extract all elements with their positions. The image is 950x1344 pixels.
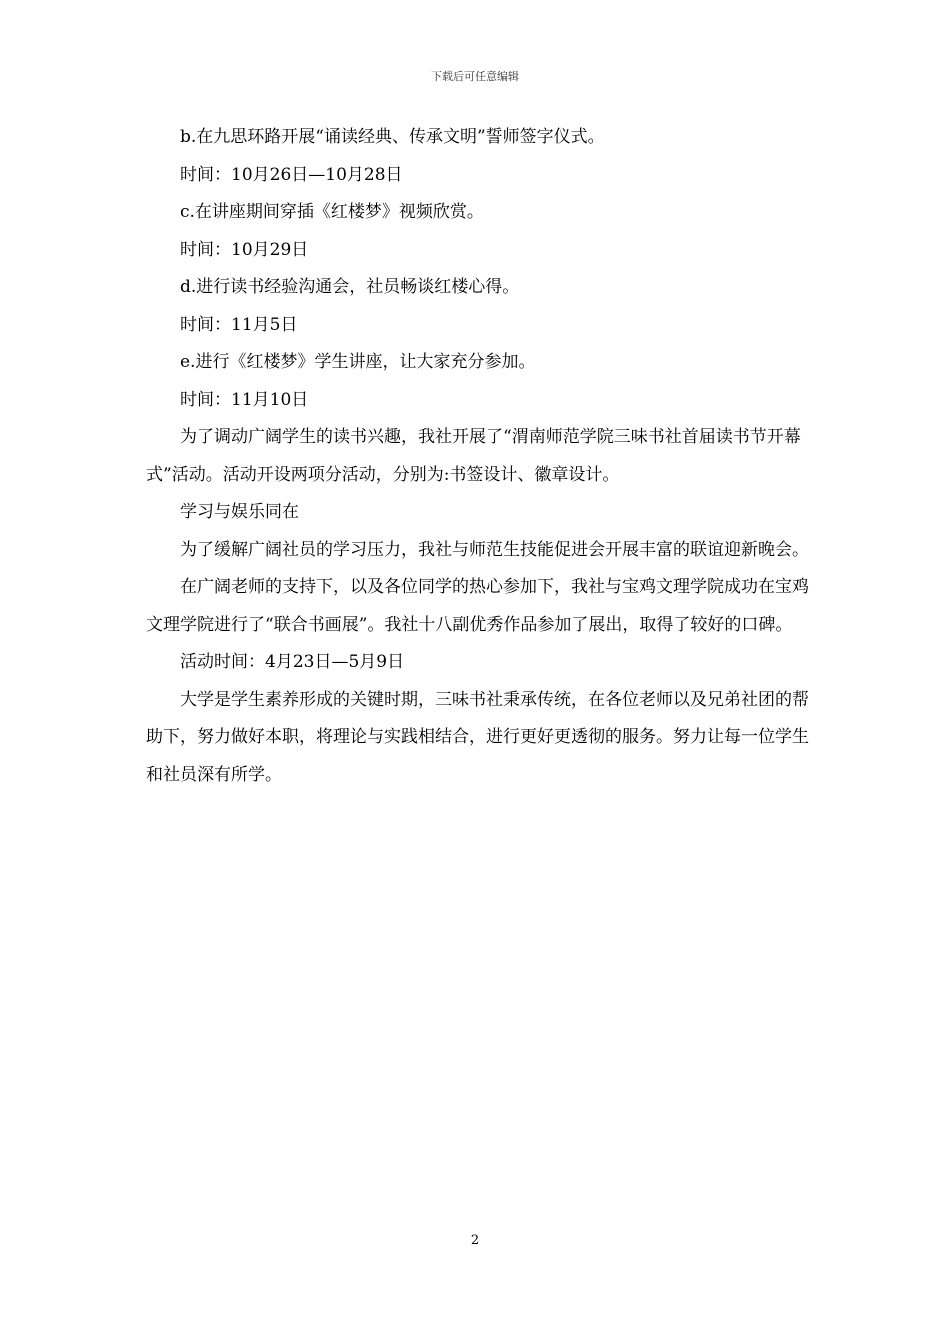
paragraph-text: 大学是学生素养形成的关键时期，三味书社秉承传统，在各位老师以及兄弟社团的帮助下，努力做好本职，将理论与实践相结合，进行更好更透彻的服务。努力让每一位学生和社员深有所学。 xyxy=(146,689,809,785)
item-b: b.在九思环路开展“诵读经典、传承文明”誓师签字仪式。 xyxy=(180,127,605,147)
paragraph-text: 为了调动广阔学生的读书兴趣，我社开展了“渭南师范学院三味书社首届读书节开幕式”活动。活动开设两项分活动，分别为:书签设计、徽章设计。 xyxy=(146,427,801,485)
item-d-time: 时间：11月5日 xyxy=(180,314,298,335)
item-c: c.在讲座期间穿插《红楼梦》视频欣赏。 xyxy=(180,202,484,222)
item-e-time: 时间：11月10日 xyxy=(180,389,309,410)
paragraph-text: 为了缓解广阔社员的学习压力，我社与师范生技能促进会开展丰富的联谊迎新晚会。 xyxy=(180,539,809,560)
gala-paragraph xyxy=(146,532,816,570)
activity-time: 活动时间：4月23日—5月9日 xyxy=(180,652,405,672)
exhibition-paragraph xyxy=(146,569,816,644)
document-body xyxy=(146,119,816,794)
item-d: d.进行读书经验沟通会，社员畅谈红楼心得。 xyxy=(180,277,520,297)
closing-paragraph xyxy=(146,682,816,795)
item-b-time: 时间：10月26日—10月28日 xyxy=(180,164,403,185)
page-number: 2 xyxy=(470,1233,480,1248)
section-heading: 学习与娱乐同在 xyxy=(180,502,299,522)
item-c-time: 时间：10月29日 xyxy=(180,239,309,260)
item-e: e.进行《红楼梦》学生讲座，让大家充分参加。 xyxy=(180,352,536,372)
paragraph-text: 在广阔老师的支持下，以及各位同学的热心参加下，我社与宝鸡文理学院成功在宝鸡文理学院进行了“联合书画展”。我社十八副优秀作品参加了展出，取得了较好的口碑。 xyxy=(146,577,809,635)
reading-festival-paragraph xyxy=(146,419,816,494)
page-header: 下载后可任意编辑 xyxy=(431,70,519,83)
